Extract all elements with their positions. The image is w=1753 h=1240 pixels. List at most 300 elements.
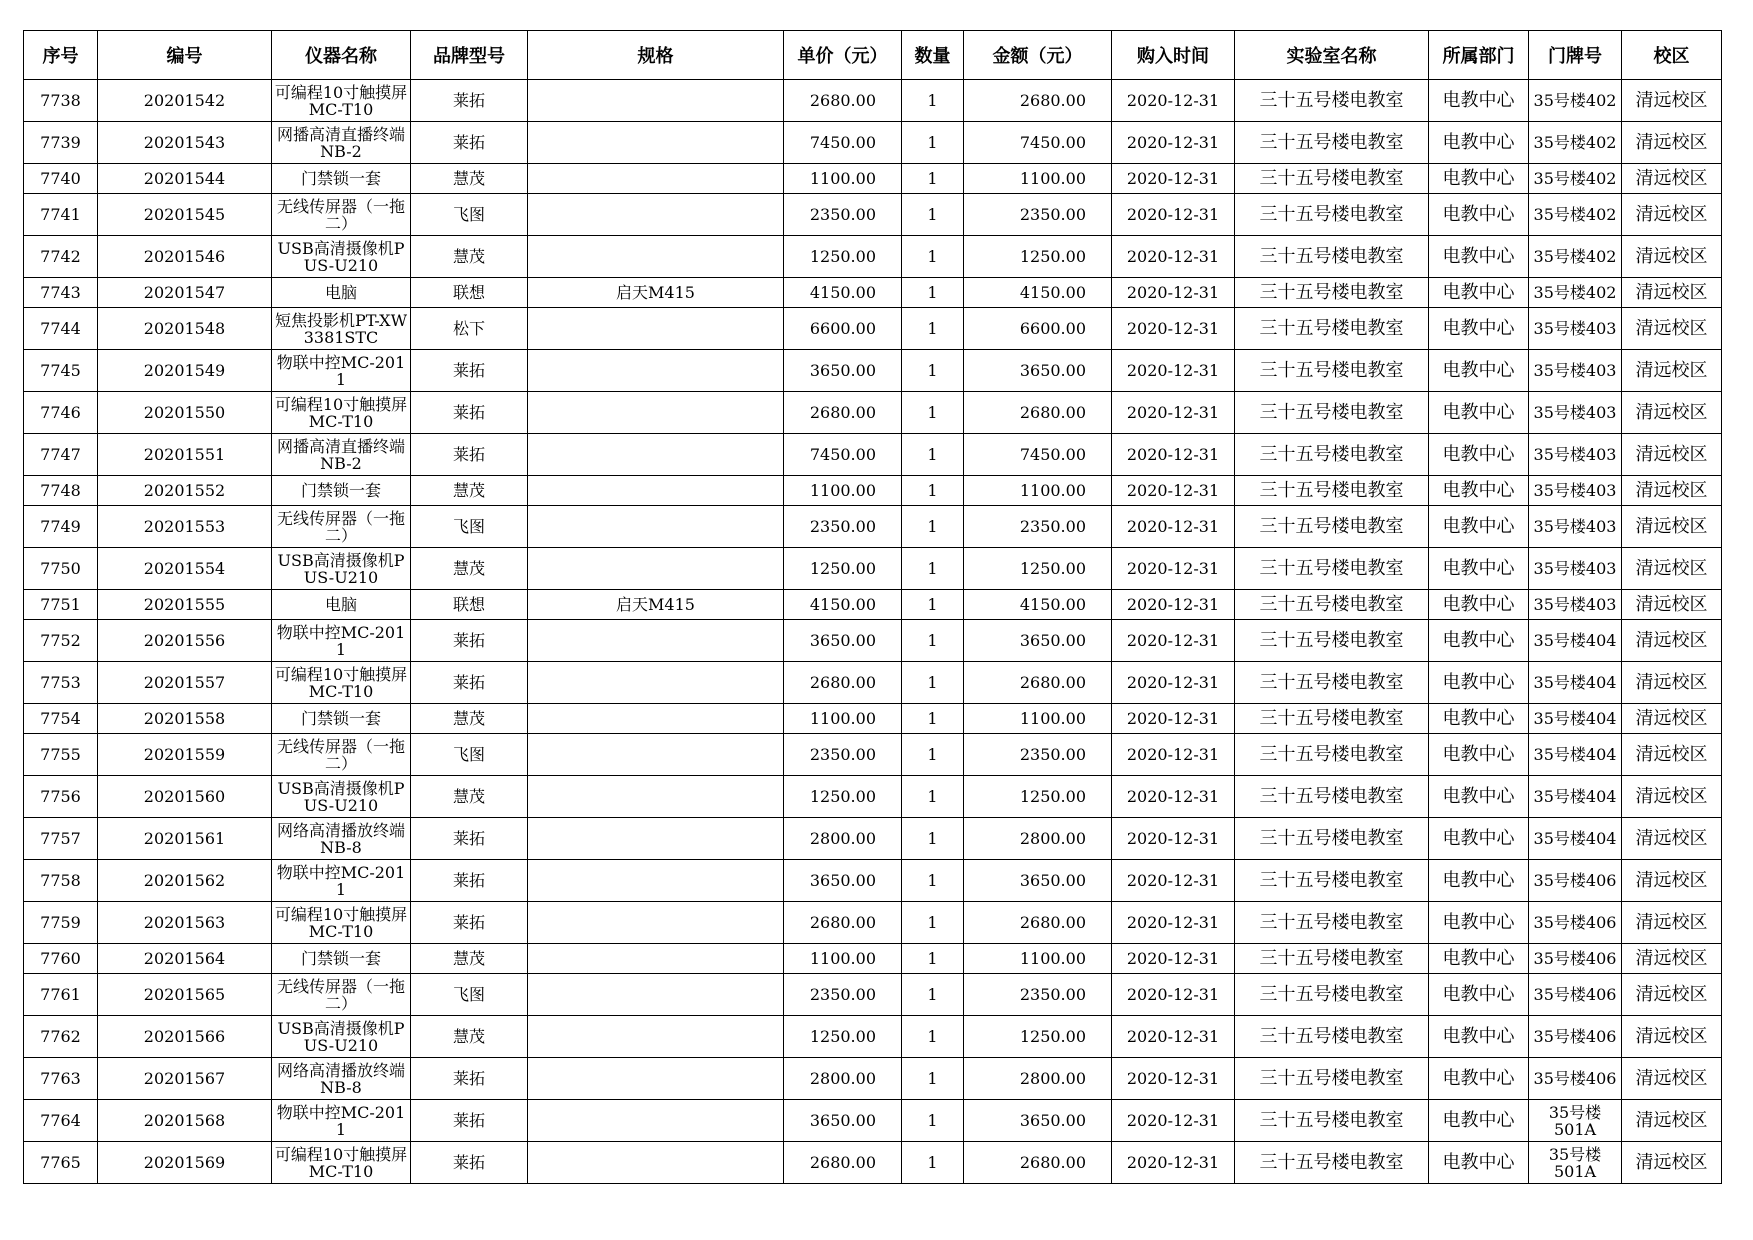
spec-cell [528, 350, 784, 392]
qty-cell: 1 [902, 734, 964, 776]
name-cell: 可编程10寸触摸屏MC-T10 [272, 902, 411, 944]
brand-cell: 慧茂 [411, 704, 528, 734]
table-row [24, 122, 1722, 164]
date-cell: 2020-12-31 [1112, 164, 1235, 194]
price-cell: 3650.00 [784, 1100, 902, 1142]
dept-cell: 电教中心 [1429, 1016, 1529, 1058]
room-cell: 35号楼403 [1529, 548, 1622, 590]
table-row [24, 194, 1722, 236]
price-cell: 1250.00 [784, 236, 902, 278]
table-row [24, 278, 1722, 308]
lab-cell: 三十五号楼电教室 [1235, 974, 1429, 1016]
name-cell: 网络高清播放终端NB-8 [272, 1058, 411, 1100]
seq-cell: 7749 [24, 506, 98, 548]
campus-cell: 清远校区 [1622, 506, 1722, 548]
spec-cell [528, 620, 784, 662]
qty-cell: 1 [902, 548, 964, 590]
brand-cell: 莱拓 [411, 1142, 528, 1184]
room-cell: 35号楼406 [1529, 944, 1622, 974]
code-cell: 20201565 [98, 974, 272, 1016]
header-date: 购入时间 [1112, 31, 1235, 80]
date-cell: 2020-12-31 [1112, 122, 1235, 164]
room-cell: 35号楼403 [1529, 392, 1622, 434]
seq-cell: 7754 [24, 704, 98, 734]
table-row [24, 902, 1722, 944]
campus-cell: 清远校区 [1622, 122, 1722, 164]
date-cell: 2020-12-31 [1112, 974, 1235, 1016]
price-cell: 1100.00 [784, 164, 902, 194]
lab-cell: 三十五号楼电教室 [1235, 392, 1429, 434]
price-cell: 1100.00 [784, 704, 902, 734]
spec-cell [528, 734, 784, 776]
lab-cell: 三十五号楼电教室 [1235, 236, 1429, 278]
amount-cell: 4150.00 [964, 590, 1112, 620]
table-row [24, 1142, 1722, 1184]
campus-cell: 清远校区 [1622, 278, 1722, 308]
campus-cell: 清远校区 [1622, 1142, 1722, 1184]
seq-cell: 7746 [24, 392, 98, 434]
code-cell: 20201554 [98, 548, 272, 590]
table-row [24, 944, 1722, 974]
table-row [24, 734, 1722, 776]
amount-cell: 2680.00 [964, 392, 1112, 434]
amount-cell: 2680.00 [964, 662, 1112, 704]
campus-cell: 清远校区 [1622, 974, 1722, 1016]
table-row [24, 818, 1722, 860]
code-cell: 20201547 [98, 278, 272, 308]
code-cell: 20201561 [98, 818, 272, 860]
table-row [24, 860, 1722, 902]
spec-cell [528, 1142, 784, 1184]
campus-cell: 清远校区 [1622, 776, 1722, 818]
header-price: 单价（元） [784, 31, 902, 80]
room-cell: 35号楼403 [1529, 506, 1622, 548]
name-cell: USB高清摄像机PUS-U210 [272, 236, 411, 278]
table-row [24, 506, 1722, 548]
room-cell: 35号楼402 [1529, 194, 1622, 236]
dept-cell: 电教中心 [1429, 308, 1529, 350]
dept-cell: 电教中心 [1429, 620, 1529, 662]
seq-cell: 7762 [24, 1016, 98, 1058]
seq-cell: 7748 [24, 476, 98, 506]
room-cell: 35号楼406 [1529, 1016, 1622, 1058]
date-cell: 2020-12-31 [1112, 860, 1235, 902]
table-row [24, 1016, 1722, 1058]
qty-cell: 1 [902, 506, 964, 548]
brand-cell: 莱拓 [411, 902, 528, 944]
brand-cell: 飞图 [411, 734, 528, 776]
qty-cell: 1 [902, 122, 964, 164]
campus-cell: 清远校区 [1622, 662, 1722, 704]
table-row [24, 1058, 1722, 1100]
qty-cell: 1 [902, 944, 964, 974]
price-cell: 2350.00 [784, 506, 902, 548]
campus-cell: 清远校区 [1622, 902, 1722, 944]
code-cell: 20201553 [98, 506, 272, 548]
header-amount: 金额（元） [964, 31, 1112, 80]
dept-cell: 电教中心 [1429, 350, 1529, 392]
name-cell: 门禁锁一套 [272, 944, 411, 974]
lab-cell: 三十五号楼电教室 [1235, 860, 1429, 902]
table-row [24, 620, 1722, 662]
campus-cell: 清远校区 [1622, 476, 1722, 506]
code-cell: 20201556 [98, 620, 272, 662]
brand-cell: 莱拓 [411, 350, 528, 392]
dept-cell: 电教中心 [1429, 1100, 1529, 1142]
date-cell: 2020-12-31 [1112, 1142, 1235, 1184]
qty-cell: 1 [902, 194, 964, 236]
qty-cell: 1 [902, 476, 964, 506]
qty-cell: 1 [902, 1100, 964, 1142]
campus-cell: 清远校区 [1622, 704, 1722, 734]
seq-cell: 7756 [24, 776, 98, 818]
price-cell: 2680.00 [784, 902, 902, 944]
seq-cell: 7744 [24, 308, 98, 350]
price-cell: 4150.00 [784, 590, 902, 620]
amount-cell: 3650.00 [964, 1100, 1112, 1142]
seq-cell: 7764 [24, 1100, 98, 1142]
name-cell: 网络高清播放终端NB-8 [272, 818, 411, 860]
brand-cell: 慧茂 [411, 944, 528, 974]
table-row [24, 704, 1722, 734]
date-cell: 2020-12-31 [1112, 1016, 1235, 1058]
code-cell: 20201555 [98, 590, 272, 620]
price-cell: 2680.00 [784, 80, 902, 122]
campus-cell: 清远校区 [1622, 392, 1722, 434]
price-cell: 1100.00 [784, 944, 902, 974]
brand-cell: 飞图 [411, 506, 528, 548]
header-code: 编号 [98, 31, 272, 80]
amount-cell: 1100.00 [964, 704, 1112, 734]
table-row [24, 974, 1722, 1016]
room-cell: 35号楼402 [1529, 236, 1622, 278]
brand-cell: 莱拓 [411, 80, 528, 122]
dept-cell: 电教中心 [1429, 434, 1529, 476]
price-cell: 3650.00 [784, 860, 902, 902]
table-row [24, 590, 1722, 620]
price-cell: 2680.00 [784, 392, 902, 434]
spec-cell [528, 80, 784, 122]
dept-cell: 电教中心 [1429, 818, 1529, 860]
header-dept: 所属部门 [1429, 31, 1529, 80]
brand-cell: 莱拓 [411, 818, 528, 860]
brand-cell: 莱拓 [411, 434, 528, 476]
qty-cell: 1 [902, 662, 964, 704]
room-cell: 35号楼402 [1529, 278, 1622, 308]
price-cell: 2350.00 [784, 194, 902, 236]
date-cell: 2020-12-31 [1112, 80, 1235, 122]
room-cell: 35号楼402 [1529, 164, 1622, 194]
date-cell: 2020-12-31 [1112, 620, 1235, 662]
qty-cell: 1 [902, 434, 964, 476]
brand-cell: 联想 [411, 278, 528, 308]
price-cell: 7450.00 [784, 122, 902, 164]
brand-cell: 慧茂 [411, 548, 528, 590]
qty-cell: 1 [902, 860, 964, 902]
date-cell: 2020-12-31 [1112, 350, 1235, 392]
header-name: 仪器名称 [272, 31, 411, 80]
price-cell: 1100.00 [784, 476, 902, 506]
name-cell: 门禁锁一套 [272, 164, 411, 194]
header-campus: 校区 [1622, 31, 1722, 80]
spec-cell: 启天M415 [528, 590, 784, 620]
room-cell: 35号楼406 [1529, 974, 1622, 1016]
date-cell: 2020-12-31 [1112, 548, 1235, 590]
brand-cell: 莱拓 [411, 122, 528, 164]
room-cell: 35号楼402 [1529, 122, 1622, 164]
spec-cell [528, 548, 784, 590]
qty-cell: 1 [902, 776, 964, 818]
name-cell: 可编程10寸触摸屏MC-T10 [272, 1142, 411, 1184]
brand-cell: 莱拓 [411, 662, 528, 704]
lab-cell: 三十五号楼电教室 [1235, 434, 1429, 476]
spec-cell [528, 506, 784, 548]
seq-cell: 7739 [24, 122, 98, 164]
brand-cell: 慧茂 [411, 776, 528, 818]
lab-cell: 三十五号楼电教室 [1235, 776, 1429, 818]
table-row [24, 476, 1722, 506]
seq-cell: 7738 [24, 80, 98, 122]
qty-cell: 1 [902, 392, 964, 434]
dept-cell: 电教中心 [1429, 236, 1529, 278]
price-cell: 1250.00 [784, 548, 902, 590]
lab-cell: 三十五号楼电教室 [1235, 734, 1429, 776]
date-cell: 2020-12-31 [1112, 902, 1235, 944]
campus-cell: 清远校区 [1622, 1058, 1722, 1100]
date-cell: 2020-12-31 [1112, 662, 1235, 704]
name-cell: 门禁锁一套 [272, 476, 411, 506]
header-qty: 数量 [902, 31, 964, 80]
campus-cell: 清远校区 [1622, 590, 1722, 620]
room-cell: 35号楼402 [1529, 80, 1622, 122]
lab-cell: 三十五号楼电教室 [1235, 506, 1429, 548]
lab-cell: 三十五号楼电教室 [1235, 350, 1429, 392]
dept-cell: 电教中心 [1429, 704, 1529, 734]
code-cell: 20201550 [98, 392, 272, 434]
spec-cell [528, 704, 784, 734]
campus-cell: 清远校区 [1622, 620, 1722, 662]
spec-cell [528, 902, 784, 944]
spec-cell [528, 1058, 784, 1100]
header-brand: 品牌型号 [411, 31, 528, 80]
brand-cell: 莱拓 [411, 620, 528, 662]
code-cell: 20201548 [98, 308, 272, 350]
name-cell: 电脑 [272, 278, 411, 308]
date-cell: 2020-12-31 [1112, 734, 1235, 776]
seq-cell: 7750 [24, 548, 98, 590]
table-row [24, 1100, 1722, 1142]
price-cell: 3650.00 [784, 620, 902, 662]
amount-cell: 2800.00 [964, 1058, 1112, 1100]
lab-cell: 三十五号楼电教室 [1235, 1142, 1429, 1184]
qty-cell: 1 [902, 620, 964, 662]
spec-cell [528, 776, 784, 818]
date-cell: 2020-12-31 [1112, 1058, 1235, 1100]
amount-cell: 4150.00 [964, 278, 1112, 308]
header-seq: 序号 [24, 31, 98, 80]
price-cell: 2680.00 [784, 662, 902, 704]
campus-cell: 清远校区 [1622, 860, 1722, 902]
code-cell: 20201559 [98, 734, 272, 776]
name-cell: USB高清摄像机PUS-U210 [272, 776, 411, 818]
qty-cell: 1 [902, 308, 964, 350]
code-cell: 20201543 [98, 122, 272, 164]
lab-cell: 三十五号楼电教室 [1235, 902, 1429, 944]
brand-cell: 莱拓 [411, 860, 528, 902]
campus-cell: 清远校区 [1622, 164, 1722, 194]
amount-cell: 1100.00 [964, 476, 1112, 506]
amount-cell: 1250.00 [964, 1016, 1112, 1058]
spec-cell [528, 308, 784, 350]
code-cell: 20201567 [98, 1058, 272, 1100]
code-cell: 20201552 [98, 476, 272, 506]
amount-cell: 2350.00 [964, 734, 1112, 776]
room-cell: 35号楼403 [1529, 434, 1622, 476]
qty-cell: 1 [902, 1058, 964, 1100]
table-row [24, 434, 1722, 476]
amount-cell: 1250.00 [964, 236, 1112, 278]
brand-cell: 慧茂 [411, 236, 528, 278]
dept-cell: 电教中心 [1429, 476, 1529, 506]
room-cell: 35号楼406 [1529, 860, 1622, 902]
code-cell: 20201544 [98, 164, 272, 194]
date-cell: 2020-12-31 [1112, 476, 1235, 506]
dept-cell: 电教中心 [1429, 278, 1529, 308]
room-cell: 35号楼406 [1529, 1058, 1622, 1100]
price-cell: 4150.00 [784, 278, 902, 308]
spec-cell [528, 1100, 784, 1142]
spec-cell [528, 476, 784, 506]
spec-cell [528, 122, 784, 164]
spec-cell [528, 818, 784, 860]
brand-cell: 莱拓 [411, 1100, 528, 1142]
code-cell: 20201558 [98, 704, 272, 734]
lab-cell: 三十五号楼电教室 [1235, 662, 1429, 704]
spec-cell [528, 236, 784, 278]
table-row [24, 776, 1722, 818]
amount-cell: 3650.00 [964, 350, 1112, 392]
campus-cell: 清远校区 [1622, 1016, 1722, 1058]
lab-cell: 三十五号楼电教室 [1235, 164, 1429, 194]
qty-cell: 1 [902, 974, 964, 1016]
dept-cell: 电教中心 [1429, 548, 1529, 590]
brand-cell: 飞图 [411, 194, 528, 236]
amount-cell: 7450.00 [964, 122, 1112, 164]
name-cell: 物联中控MC-2011 [272, 350, 411, 392]
amount-cell: 6600.00 [964, 308, 1112, 350]
room-cell: 35号楼501A [1529, 1100, 1622, 1142]
amount-cell: 1100.00 [964, 164, 1112, 194]
room-cell: 35号楼404 [1529, 620, 1622, 662]
name-cell: 网播高清直播终端NB-2 [272, 434, 411, 476]
table-row [24, 548, 1722, 590]
code-cell: 20201564 [98, 944, 272, 974]
date-cell: 2020-12-31 [1112, 776, 1235, 818]
amount-cell: 3650.00 [964, 620, 1112, 662]
price-cell: 2680.00 [784, 1142, 902, 1184]
seq-cell: 7757 [24, 818, 98, 860]
amount-cell: 2680.00 [964, 902, 1112, 944]
campus-cell: 清远校区 [1622, 734, 1722, 776]
seq-cell: 7743 [24, 278, 98, 308]
lab-cell: 三十五号楼电教室 [1235, 80, 1429, 122]
campus-cell: 清远校区 [1622, 434, 1722, 476]
name-cell: USB高清摄像机PUS-U210 [272, 1016, 411, 1058]
date-cell: 2020-12-31 [1112, 590, 1235, 620]
seq-cell: 7752 [24, 620, 98, 662]
qty-cell: 1 [902, 350, 964, 392]
seq-cell: 7745 [24, 350, 98, 392]
seq-cell: 7763 [24, 1058, 98, 1100]
qty-cell: 1 [902, 902, 964, 944]
spec-cell [528, 944, 784, 974]
header-room: 门牌号 [1529, 31, 1622, 80]
seq-cell: 7759 [24, 902, 98, 944]
code-cell: 20201542 [98, 80, 272, 122]
seq-cell: 7740 [24, 164, 98, 194]
qty-cell: 1 [902, 590, 964, 620]
name-cell: 无线传屏器（一拖二） [272, 506, 411, 548]
brand-cell: 联想 [411, 590, 528, 620]
name-cell: 无线传屏器（一拖二） [272, 194, 411, 236]
table-row [24, 308, 1722, 350]
header-lab: 实验室名称 [1235, 31, 1429, 80]
lab-cell: 三十五号楼电教室 [1235, 704, 1429, 734]
seq-cell: 7753 [24, 662, 98, 704]
amount-cell: 2350.00 [964, 506, 1112, 548]
campus-cell: 清远校区 [1622, 80, 1722, 122]
dept-cell: 电教中心 [1429, 164, 1529, 194]
lab-cell: 三十五号楼电教室 [1235, 278, 1429, 308]
amount-cell: 1250.00 [964, 776, 1112, 818]
amount-cell: 2350.00 [964, 974, 1112, 1016]
room-cell: 35号楼404 [1529, 662, 1622, 704]
table-row [24, 350, 1722, 392]
room-cell: 35号楼403 [1529, 590, 1622, 620]
lab-cell: 三十五号楼电教室 [1235, 1016, 1429, 1058]
lab-cell: 三十五号楼电教室 [1235, 1058, 1429, 1100]
amount-cell: 2680.00 [964, 1142, 1112, 1184]
dept-cell: 电教中心 [1429, 1142, 1529, 1184]
spec-cell [528, 434, 784, 476]
price-cell: 6600.00 [784, 308, 902, 350]
spec-cell [528, 662, 784, 704]
dept-cell: 电教中心 [1429, 194, 1529, 236]
price-cell: 2800.00 [784, 818, 902, 860]
table-row [24, 236, 1722, 278]
spec-cell [528, 860, 784, 902]
dept-cell: 电教中心 [1429, 122, 1529, 164]
lab-cell: 三十五号楼电教室 [1235, 122, 1429, 164]
campus-cell: 清远校区 [1622, 350, 1722, 392]
campus-cell: 清远校区 [1622, 944, 1722, 974]
campus-cell: 清远校区 [1622, 548, 1722, 590]
room-cell: 35号楼403 [1529, 350, 1622, 392]
name-cell: 可编程10寸触摸屏MC-T10 [272, 80, 411, 122]
seq-cell: 7765 [24, 1142, 98, 1184]
spec-cell [528, 1016, 784, 1058]
room-cell: 35号楼404 [1529, 704, 1622, 734]
code-cell: 20201551 [98, 434, 272, 476]
room-cell: 35号楼406 [1529, 902, 1622, 944]
name-cell: 可编程10寸触摸屏MC-T10 [272, 662, 411, 704]
dept-cell: 电教中心 [1429, 974, 1529, 1016]
name-cell: 短焦投影机PT-XW3381STC [272, 308, 411, 350]
lab-cell: 三十五号楼电教室 [1235, 944, 1429, 974]
room-cell: 35号楼404 [1529, 818, 1622, 860]
amount-cell: 7450.00 [964, 434, 1112, 476]
code-cell: 20201566 [98, 1016, 272, 1058]
